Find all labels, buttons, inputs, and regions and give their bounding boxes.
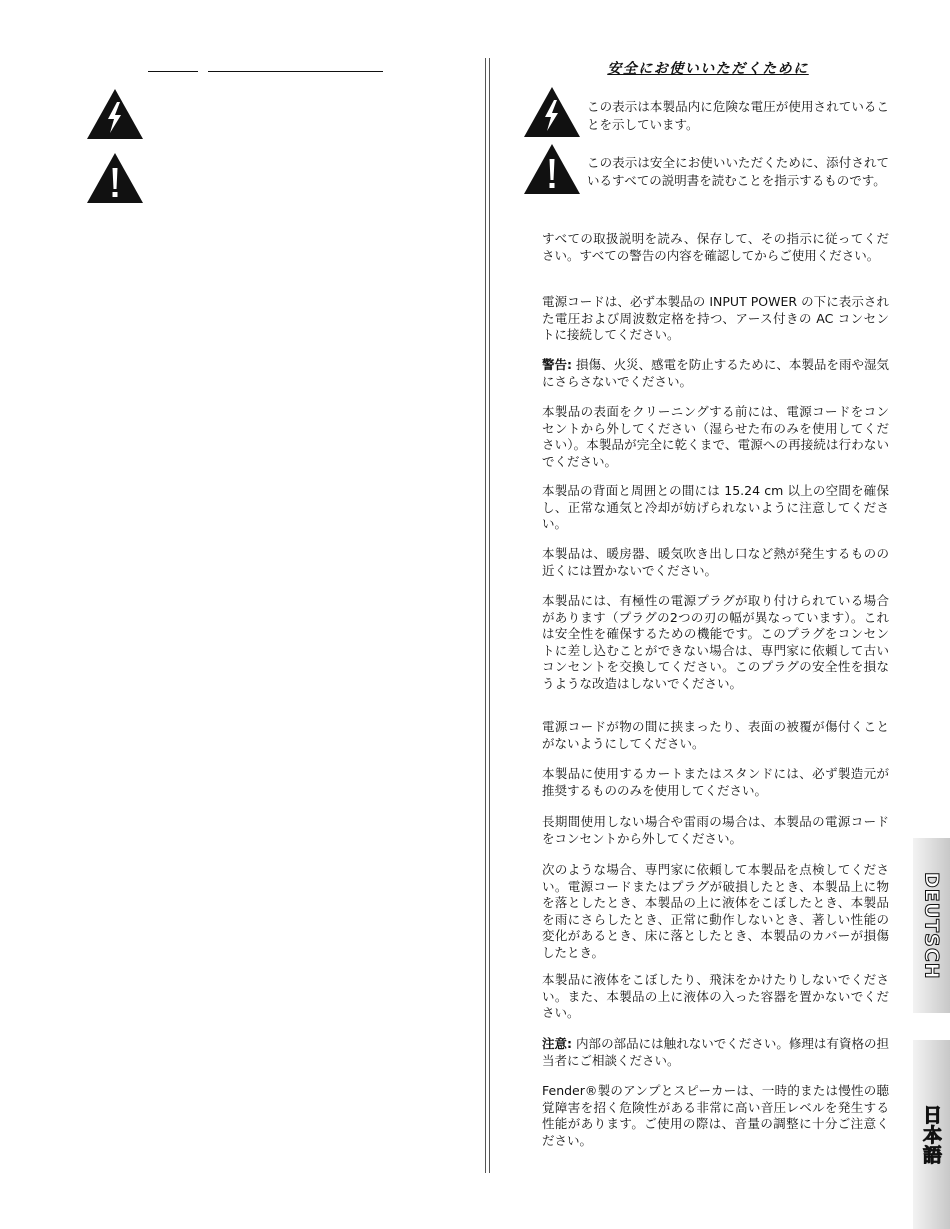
safety-paragraph: 電源コードが物の間に挟まったり、表面の被覆が傷付くことがないようにしてください。 xyxy=(542,719,889,751)
language-tab-japanese[interactable] xyxy=(913,1040,950,1229)
safety-paragraph: 本製品には、有極性の電源プラグが取り付けられている場合があります（プラグの2つの刃の幅が異なっています）。これは安全性を確保するための機能です。このプラグをコンセントに差し込むことができない場合は、専門家に依頼して古いコンセントを交換してください。このプラグの安全性を損なうような改造はしないでください。 xyxy=(542,593,889,691)
safety-paragraph: 注意: 内部の部品には触れないでください。修理は有資格の担当者にご相談ください。 xyxy=(542,1036,889,1068)
lightning-icon-description: この表示は本製品内に危険な電圧が使用されていることを示しています。 xyxy=(587,99,889,132)
exclamation-icon-description: この表示は安全にお使いいただくために、添付されているすべての説明書を読むことを指示するものです。 xyxy=(587,155,889,188)
warning-label: 警告: xyxy=(542,357,573,372)
safety-paragraph: 本製品に液体をこぼしたり、飛沫をかけたりしないでください。また、本製品の上に液体の入った容器を置かないでください。 xyxy=(542,972,889,1020)
safety-paragraph: すべての取扱説明を読み、保存して、その指示に従ってください。すべての警告の内容を確認してからご使用ください。 xyxy=(542,231,889,263)
safety-paragraph: 本製品は、暖房器、暖気吹き出し口など熱が発生するものの近くには置かないでください。 xyxy=(542,546,889,578)
lightning-triangle-icon xyxy=(523,86,581,138)
column-divider xyxy=(485,58,490,1173)
tab-label: 日本語 xyxy=(920,1104,942,1165)
exclamation-triangle-icon xyxy=(523,143,581,195)
safety-paragraph: 本製品に使用するカートまたはスタンドには、必ず製造元が推奨するもののみを使用してください。 xyxy=(542,766,889,798)
safety-paragraph: 電源コードは、必ず本製品の INPUT POWER の下に表示された電圧および周波数定格を持つ、アース付きの AC コンセントに接続してください。 xyxy=(542,294,889,342)
left-title-underline-short xyxy=(148,71,198,72)
safety-paragraph: 本製品の背面と周囲との間には 15.24 cm 以上の空間を確保し、正常な通気と冷却が妨げられないように注意してください。 xyxy=(542,483,889,531)
caution-label: 注意: xyxy=(542,1036,573,1051)
exclamation-triangle-icon xyxy=(86,152,144,204)
language-tab-deutsch[interactable] xyxy=(913,838,950,1013)
lightning-triangle-icon xyxy=(86,88,144,140)
tab-label: DEUTSCH xyxy=(920,871,943,980)
safety-paragraph: 警告: 損傷、火災、感電を防止するために、本製品を雨や湿気にさらさないでください。 xyxy=(542,357,889,389)
safety-paragraph: 長期間使用しない場合や雷雨の場合は、本製品の電源コードをコンセントから外してください。 xyxy=(542,814,889,846)
safety-paragraph: 次のような場合、専門家に依頼して本製品を点検してください。電源コードまたはプラグが破損したとき、本製品上に物を落としたとき、本製品の上に液体をこぼしたとき、本製品を雨にさらしたとき、正常に動作しないとき、著しい性能の変化があるとき、床に落としたとき、本製品のカバーが損傷したとき。 xyxy=(542,862,889,960)
left-title-underline-long xyxy=(208,71,383,72)
safety-paragraph: 本製品の表面をクリーニングする前には、電源コードをコンセントから外してください（湿らせた布のみを使用してください）。本製品が完全に乾くまで、電源への再接続は行わないでください。 xyxy=(542,404,889,469)
page-title: 安全にお使いいただくために xyxy=(607,61,809,77)
safety-paragraph: Fender®製のアンプとスピーカーは、一時的または慢性の聴覚障害を招く危険性がある非常に高い音圧レベルを発生する性能があります。ご使用の際は、音量の調整に十分ご注意ください。 xyxy=(542,1083,889,1148)
